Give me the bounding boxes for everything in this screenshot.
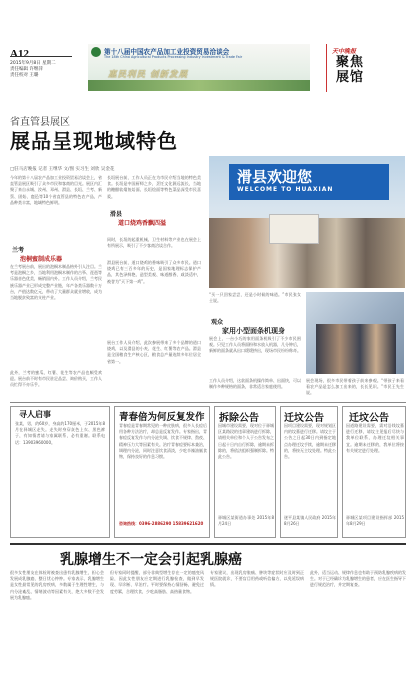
editor-line: 责任编辑 许继萍	[10, 67, 43, 72]
bottom-text-col4: 此外，适当运动、规律作息也有助于预防乳腺疾病的发生。对于已经确诊为乳腺增生的患者，应在医生指导下进行规范治疗，并定期复查。	[310, 570, 406, 588]
bottom-text-col2: 但专家同时提醒，部分非典型增生存在一定的癌变风险，因此女性朋友应定期进行乳腺检查，做到早发现、早诊断、早治疗。平时要保持心情舒畅，避免过度劳累，合理饮食，少吃高脂肪、高热量食物。	[110, 570, 204, 594]
visitors-photo	[306, 292, 404, 374]
notice-text: 因道路建设需要，需对沿线坟墓进行迁移，请坟主见报后尽快与我单位联系，办理迁坟相关事宜。逾期未迁移的，我单位将按有关规定进行处理。	[346, 423, 404, 453]
ad-text: 青春痘是青春期常见的一种皮肤病，很多人长痘后用各种方法治疗，却总是反复发作。专家指出，青春痘反复发作与内分泌失调、饮食不规律、熬夜、精神压力大等因素有关。治疗青春痘要标本兼治，调理内分泌，同时注意饮食清淡，少吃辛辣油腻食物，保持良好的作息习惯。	[119, 423, 207, 460]
banner-field-image	[88, 80, 310, 91]
notice-signature: 驿城区某街道办事处 2015年8月24日	[218, 515, 274, 527]
notice-signature: 遂平县某镇人民政府 2015年8月26日	[284, 515, 336, 527]
notice-text: 因城市建设需要，现对位于驿城区某路段的违章建筑进行拆除，请相关单位和个人于公告发布之日起十日内自行拆除，逾期未拆除的，将依法组织强制拆除。特此公告。	[218, 423, 274, 460]
welcome-sign	[229, 164, 389, 200]
notice-box-missing-person	[10, 406, 110, 538]
booth-stall-image	[269, 214, 319, 244]
proofreader-line: 责任校对 王璐	[10, 73, 39, 78]
section-brand	[326, 44, 406, 92]
banner-slogan: 惠民利民 创新发展	[108, 70, 188, 80]
article-intro: 今年的第十八届农产品加工业投资贸易洽谈会上，省直管县展区吸引了众多市民和客商的目光。展区内汇聚了来自永城、汝州、邓州、滑县、长垣、兰考、新蔡、固始、鹿邑等10个省直管县的特色农产品，产品种类丰富，地域特色鲜明。	[10, 175, 102, 205]
article-changyuan-text: 长垣展台前，工作人员正在为市民介绍当地的特色美食。长垣是中国厨师之乡，烹饪文化源远流长，当地的糖醋软熘鱼焙面、长垣烩面等特色菜品深受市民喜爱。	[107, 175, 201, 199]
brand-section-name	[336, 55, 366, 85]
brand-section-text: 聚焦展馆	[336, 55, 365, 85]
subhead-lankao-detail: 泡桐蜜制成乐器	[20, 256, 63, 263]
page-number: A12	[10, 48, 29, 60]
date-block	[10, 61, 56, 79]
brand-paper-name: 天中晚报	[332, 48, 357, 55]
notice-title: 拆除公告	[219, 413, 259, 424]
subhead-audience: 观众	[211, 319, 224, 326]
article-noodle-text-2: 工作人员介绍，这款面条机操作简单、出面快，可以制作多种规格的面条，非常适合家庭使用。	[209, 378, 301, 390]
date-line: 2015年9月8日 星期二	[10, 61, 56, 66]
notice-box-grave-relocation-1	[280, 406, 338, 538]
article-huaxian-text-2: 展台工作人员介绍，此次参展带来了多个品牌的道口烧鸡，以及滑县的小麦、花生、红薯等农产品。滑县是全国粮食生产核心区，粮食总产量连续多年位居全省第一。	[107, 340, 201, 364]
notice-box-demolition	[214, 406, 276, 538]
bottom-headline: 乳腺增生不一定会引起乳腺癌	[60, 552, 242, 568]
section-divider	[10, 402, 406, 403]
expo-booth-photo	[209, 156, 405, 288]
article-noodle-text: 展会上，一台小巧的家用面条机吸引了不少市民围观。只见工作人员将面粉和水放入机器，几分钟后，新鲜的面条就从出口缓缓挤出，现场市民纷纷称奇。	[209, 336, 301, 354]
subhead-huaxian-detail: 道口烧鸡香飘四溢	[118, 220, 167, 227]
notice-title: 寻人启事	[19, 410, 51, 419]
event-logo-icon	[91, 47, 101, 57]
article-changyuan-text-2: 同时，长垣的起重机械、卫生材料等产业也在展会上有所展示，吸引了不少客商洽谈合作。	[107, 237, 201, 249]
subhead-noodle-machine: 家用小型面条机现身	[222, 327, 285, 335]
bottom-text-col3: 专家建议，出现乳房胀痛、肿块等症状时应及时到正规医院就诊，不要盲目用药或听信偏方，以免延误病情。	[210, 570, 304, 588]
article-col5-text: 展会现场，很多市民带着孩子前来参观。“带孩子来看看农产品是怎么加工出来的，长长见识。”市民王先生说。	[306, 378, 404, 396]
header-rule	[10, 56, 72, 57]
article-lankao-text-2: 此外，兰考的蜜瓜、红薯、花生等农产品也颇受欢迎。展台前不时有市民驻足品尝、询价购买，工作人员忙得不亦乐乎。	[10, 370, 102, 388]
notice-title: 迁坟公告	[284, 413, 324, 424]
banner-subtitle: The 18th China Agricultural Products Processing Industry Investment & Trade Fair	[104, 55, 243, 59]
welcome-sign-subtext: WELCOME TO HUAXIAN	[237, 186, 334, 193]
banner-title: 第十八届中国农产品加工业投资贸易洽谈会	[104, 48, 230, 56]
article-headline: 展品呈现地域特色	[10, 129, 178, 153]
visitors-image	[316, 324, 396, 374]
subhead-huaxian: 滑县	[110, 211, 123, 218]
subhead-lankao: 兰考	[12, 247, 25, 254]
bottom-text-col1: 很多女性朋友在体检时被查出患有乳腺增生，担心会发展成乳腺癌，整日忧心忡忡。专家表示，乳腺增生是女性最常见的乳房疾病，多数属于生理性增生，与内分泌紊乱、情绪波动等因素有关，绝大多数不会发展为乳腺癌。	[10, 570, 104, 600]
article-col3-text: “买一只回家尝尝，还是小时候的味道。”市民张女士说。	[209, 292, 301, 304]
article-huaxian-text: 滑县展台前，道口烧鸡的香味吸引了众多市民。道口烧鸡已有三百多年的历史，是国家地理标志保护产品，其色泽鲜艳、造型美观、味道醇香、咸淡适中，被誉为“天下第一鸡”。	[107, 260, 201, 284]
notice-box-grave-relocation-2	[342, 406, 406, 538]
notice-text: 因项目建设需要，现对规划区内的坟墓进行迁移。请坟主于公告之日起30日内到指定地点办理迁坟手续，逾期未迁移的，将按无主坟处理。特此公告。	[284, 423, 336, 460]
event-banner	[88, 44, 310, 91]
notice-title: 迁坟公告	[349, 413, 389, 424]
notice-signature: 驿城区某项目建设指挥部 2015年8月29日	[346, 515, 404, 527]
ad-contact: 咨询热线：0396-2886290 15839621620	[119, 521, 204, 526]
ad-box-acne	[114, 406, 210, 538]
article-kicker: 省直管县展区	[10, 117, 70, 128]
article-lankao-text: 在兰考展台前，展出的泡桐木制品格外引人注目。兰考是泡桐之乡，当地利用泡桐木制作的古筝、琵琶等乐器音色优美，畅销国内外。工作人员介绍，兰考民族乐器产业已形成完整产业链，年产各类乐器数十万台，产值达数亿元，带动了大量群众就业增收，成为当地脱贫致富的支柱产业。	[10, 264, 102, 301]
welcome-sign-text: 滑县欢迎您	[237, 168, 313, 186]
notice-text: 张某，男，约60岁，身高约170厘米，于2015年8月在驿城区走失。走失时身穿灰色上衣、黑色裤子，有知情者请与家属联系，必有重谢。联系电话：13903960000。	[15, 421, 105, 445]
bottom-divider	[10, 543, 406, 545]
article-byline: □驻马店晚报 记者 王继华 文/图 实习生 刘欣 吴金花	[10, 167, 115, 172]
ad-title: 青春倍为何反复发作	[119, 412, 205, 423]
